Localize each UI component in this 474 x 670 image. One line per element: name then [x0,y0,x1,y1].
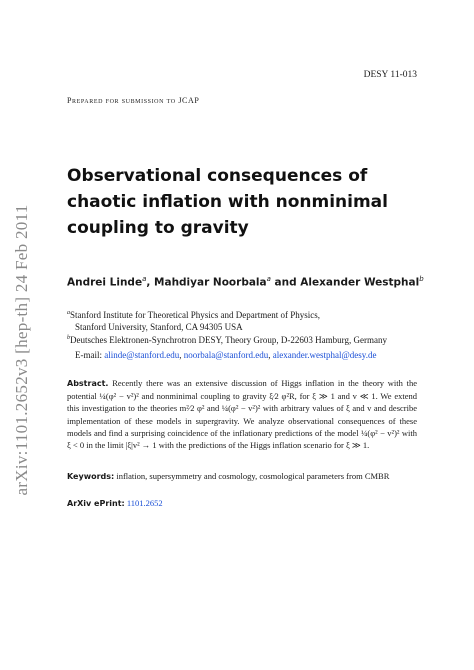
affiliation-mark: b [67,335,70,341]
keywords-text: inflation, supersymmetry and cosmology, cosmological parameters from CMBR [116,471,390,481]
email-label: E-mail: [75,350,102,360]
affiliation-a [67,307,427,333]
affiliation-mark: a [67,310,70,316]
affiliation-line: Stanford University, Stanford, CA 94305 USA [75,322,243,332]
paper-title: Observational consequences of chaotic inflation with nonminimal coupling to gravity [67,166,388,238]
author-separator: and [270,276,301,289]
arxiv-stamp [2,200,42,500]
affiliation-line: Stanford Institute for Theoretical Physics and Department of Physics, [70,310,321,320]
author-name: Mahdiyar Noorbala [154,276,267,289]
eprint-link[interactable]: 1101.2652 [126,498,163,508]
author-name: Alexander Westphal [300,276,420,289]
email-link-westphal[interactable]: alexander.westphal@desy.de [272,350,377,360]
eprint-label: ArXiv ePrint: [67,499,125,508]
author-name: Andrei Linde [67,276,143,289]
affiliation-mark: a [142,275,147,283]
report-number: DESY 11-013 [363,70,417,80]
abstract [67,377,417,451]
email-link-noorbala[interactable]: noorbala@stanford.edu [183,350,269,360]
author-list [67,275,427,289]
keywords-label: Keywords: [67,472,115,481]
email-link-linde[interactable]: alinde@stanford.edu [104,350,180,360]
abstract-label: Abstract. [67,379,109,388]
email-line: E-mail: alinde@stanford.edu, noorbala@stanford.edu, alexander.westphal@desy.de [75,350,377,360]
eprint [67,498,163,508]
affiliation-mark: a [266,275,271,283]
affiliation-mark: b [419,275,424,283]
arxiv-stamp-text: arXiv:1101.2652v3 [hep-th] 24 Feb 2011 [12,204,31,496]
affiliation-b [67,332,427,346]
keywords [67,471,427,481]
author-separator: , [146,276,155,289]
submission-note: Prepared for submission to JCAP [67,96,200,105]
abstract-text: Recently there was an extensive discussion of Higgs inflation in the theory with the potential ¼(φ² − v²)² and nonminimal coupling to gravity ξ⁄2 φ²R, for ξ ≫ 1 and v ≪ 1. We extend this investigation to the theories m²⁄2 φ² and ¼(φ² − v²)² with arbitrary values of ξ and v and describe implementation of these models in supergravity. We analyze observational consequences of these models and find a surprising coincidence of the inflationary predictions of the model ¼(φ² − v²)² with ξ < 0 in the limit |ξ|v² → 1 with the predictions of the Higgs inflation scenario for ξ ≫ 1. [67,378,418,451]
affiliation-line: Deutsches Elektronen-Synchrotron DESY, Theory Group, D-22603 Hamburg, Germany [70,335,387,345]
